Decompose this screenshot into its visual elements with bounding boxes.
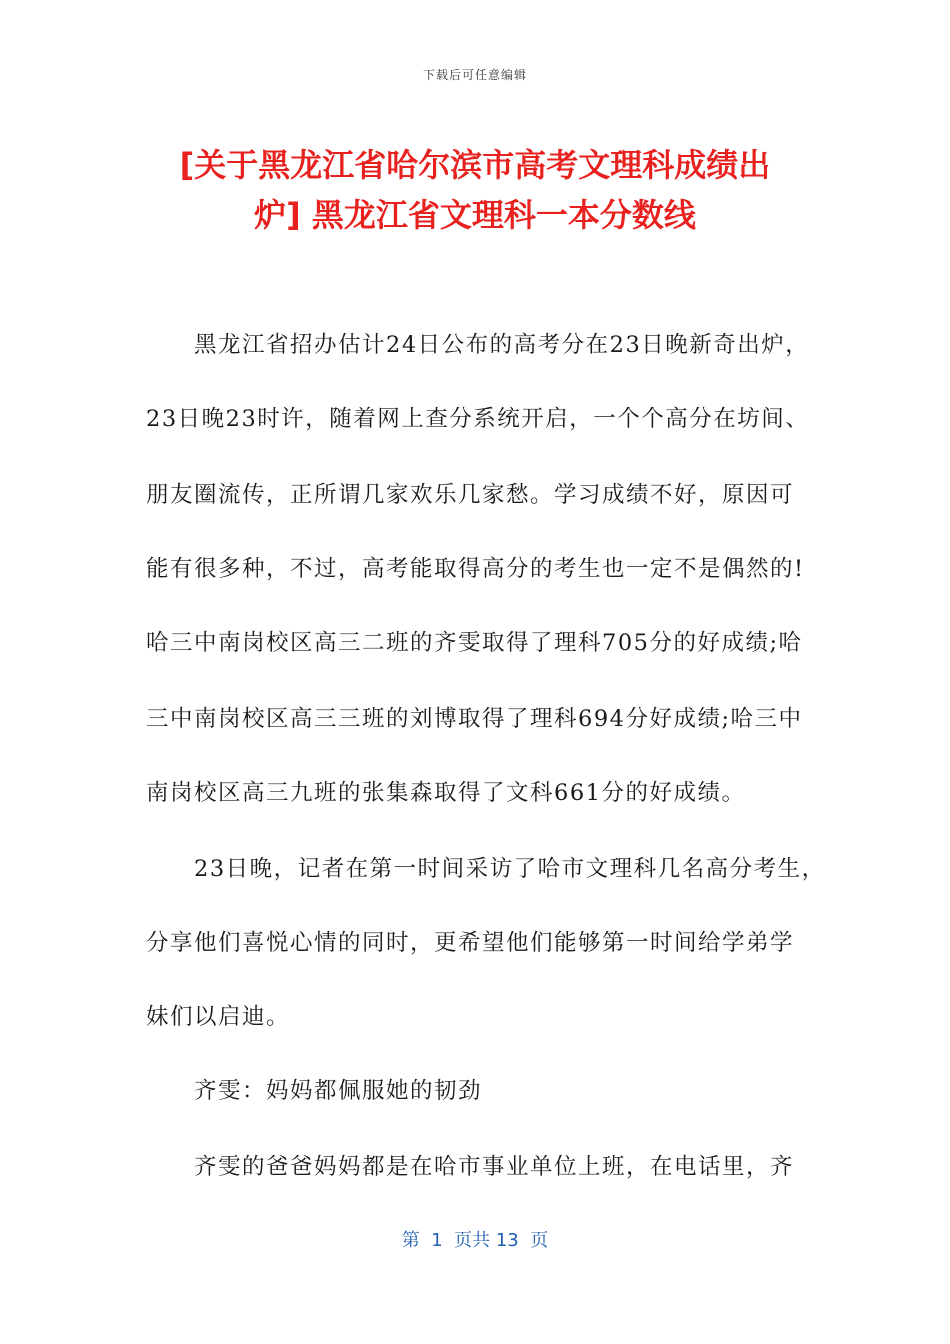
body-line: 齐雯的爸爸妈妈都是在哈市事业单位上班，在电话里，齐 <box>146 1154 795 1180</box>
body-line: 分享他们喜悦心情的同时，更希望他们能够第一时间给学弟学 <box>146 930 795 956</box>
document-title <box>120 140 830 240</box>
body-line: 哈三中南岗校区高三二班的齐雯取得了理科705分的好成绩;哈 <box>146 630 803 656</box>
title-line-1: [关于黑龙江省哈尔滨市高考文理科成绩出 <box>179 146 771 184</box>
title-line-2: 炉] 黑龙江省文理科一本分数线 <box>254 196 696 234</box>
body-line: 南岗校区高三九班的张集森取得了文科661分的好成绩。 <box>146 780 746 806</box>
body-line: 能有很多种，不过，高考能取得高分的考生也一定不是偶然的! <box>146 556 805 582</box>
body-line: 齐雯：妈妈都佩服她的韧劲 <box>146 1078 483 1104</box>
body-line: 黑龙江省招办估计24日公布的高考分在23日晚新奇出炉， <box>146 332 810 358</box>
page-footer: 第 1 页共 13 页 <box>401 1230 549 1251</box>
body-line: 朋友圈流传，正所谓几家欢乐几家愁。学习成绩不好，原因可 <box>146 482 795 508</box>
body-line: 三中南岗校区高三三班的刘博取得了理科694分好成绩;哈三中 <box>146 706 803 732</box>
body-line: 23日晚23时许，随着网上查分系统开启，一个个高分在坊间、 <box>146 406 810 432</box>
body-line: 23日晚，记者在第一时间采访了哈市文理科几名高分考生， <box>146 856 826 882</box>
body-line: 妹们以启迪。 <box>146 1004 291 1030</box>
header-note: 下载后可任意编辑 <box>422 68 527 82</box>
